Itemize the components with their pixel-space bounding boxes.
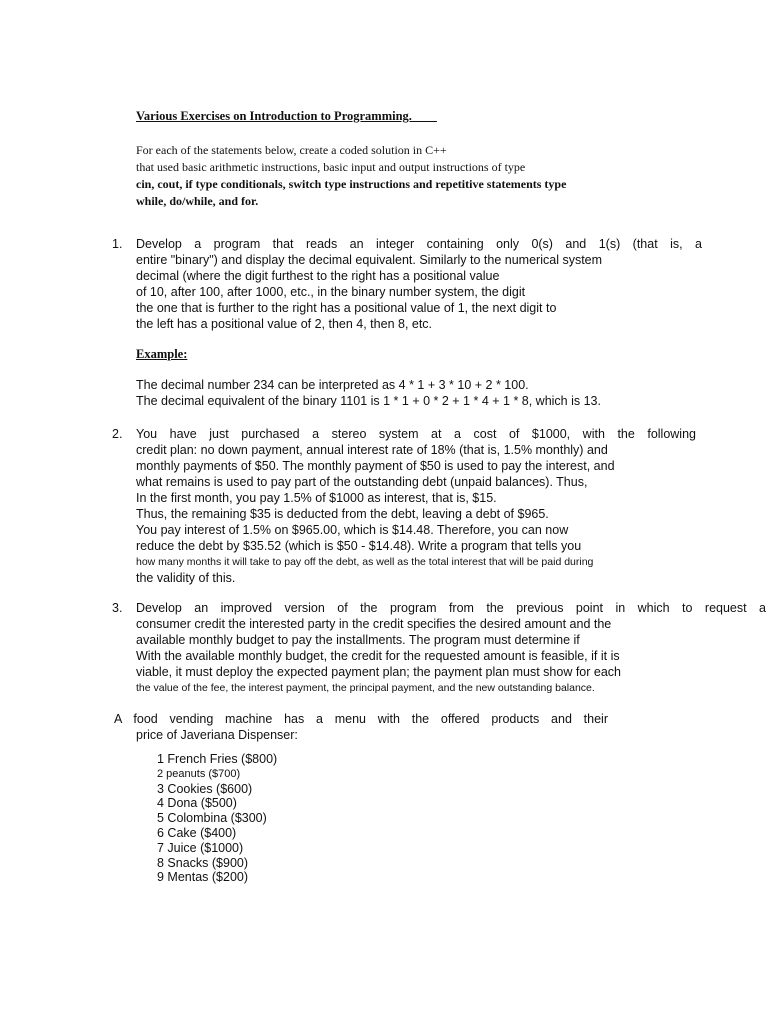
exercise-1 [112, 236, 702, 332]
menu-item: 7 Juice ($1000) [157, 840, 244, 855]
exercise-line: entire "binary") and display the decimal equivalent. Similarly to the numerical system [136, 253, 603, 267]
intro-line-bold: while, do/while, and for. [136, 194, 259, 208]
exercise-line: decimal (where the digit furthest to the right has a positional value [136, 269, 500, 283]
menu-item: 3 Cookies ($600) [157, 781, 253, 796]
vending-menu [157, 752, 277, 885]
menu-item: 9 Mentas ($200) [157, 870, 249, 885]
exercise-line: available monthly budget to pay the installments. The program must determine if [136, 633, 580, 647]
exercise-line: reduce the debt by $35.52 (which is $50 - $14.48). Write a program that tells you [136, 539, 582, 553]
exercise-line: the one that is further to the right has a positional value of 1, the next digit to [136, 301, 557, 315]
menu-item: 1 French Fries ($800) [157, 752, 278, 766]
exercise-number: 1. [112, 237, 123, 251]
exercise-line: the left has a positional value of 2, then 4, then 8, etc. [136, 317, 433, 331]
vending-line: A food vending machine has a menu with the offered products and their [114, 712, 608, 726]
vending-paragraph [114, 711, 608, 743]
exercise-line-small: the value of the fee, the interest payment, the principal payment, and the new outstanding balance. [136, 682, 595, 694]
exercise-line: the validity of this. [136, 571, 236, 585]
example-line: The decimal number 234 can be interpreted as 4 * 1 + 3 * 10 + 2 * 100. [136, 378, 529, 392]
menu-item: 2 peanuts ($700) [157, 767, 241, 780]
exercise-3 [112, 600, 766, 696]
exercise-line: of 10, after 100, after 1000, etc., in the binary number system, the digit [136, 285, 526, 299]
exercise-line: Develop an improved version of the program from the previous point in which to request a [136, 601, 766, 615]
exercise-line: viable, it must deploy the expected payment plan; the payment plan must show for each [136, 665, 621, 679]
intro-line: For each of the statements below, create a coded solution in C++ [136, 143, 447, 157]
intro-line: that used basic arithmetic instructions, basic input and output instructions of type [136, 160, 526, 174]
example-label: Example: [136, 347, 188, 361]
exercise-line-small: how many months it will take to pay off the debt, as well as the total interest that will be paid during [136, 556, 594, 568]
exercise-line: monthly payments of $50. The monthly payment of $50 is used to pay the interest, and [136, 459, 615, 473]
document-title: Various Exercises on Introduction to Programming. [136, 109, 437, 123]
exercise-line: Thus, the remaining $35 is deducted from the debt, leaving a debt of $965. [136, 507, 549, 521]
exercise-line: In the first month, you pay 1.5% of $1000 as interest, that is, $15. [136, 491, 497, 505]
exercise-number: 3. [112, 601, 123, 615]
menu-item: 4 Dona ($500) [157, 796, 237, 811]
menu-item: 6 Cake ($400) [157, 825, 237, 840]
exercise-line: You have just purchased a stereo system at a cost of $1000, with the following [136, 427, 696, 441]
exercise-2 [112, 426, 696, 586]
exercise-line: You pay interest of 1.5% on $965.00, which is $14.48. Therefore, you can now [136, 523, 569, 537]
exercise-number: 2. [112, 427, 123, 441]
intro-paragraph [136, 142, 566, 210]
exercise-line: credit plan: no down payment, annual interest rate of 18% (that is, 1.5% monthly) and [136, 443, 608, 457]
exercise-line: consumer credit the interested party in the credit specifies the desired amount and the [136, 617, 612, 631]
exercise-line: what remains is used to pay part of the outstanding debt (unpaid balances). Thus, [136, 475, 588, 489]
example-line: The decimal equivalent of the binary 1101 is 1 * 1 + 0 * 2 + 1 * 4 + 1 * 8, which is 13. [136, 394, 601, 408]
exercise-line: Develop a program that reads an integer containing only 0(s) and 1(s) (that is, a [136, 237, 702, 251]
menu-item: 5 Colombina ($300) [157, 811, 267, 826]
intro-line-bold: cin, cout, if type conditionals, switch type instructions and repetitive statements type [136, 177, 567, 191]
menu-item: 8 Snacks ($900) [157, 855, 249, 870]
vending-line: price of Javeriana Dispenser: [136, 728, 298, 742]
exercise-line: With the available monthly budget, the credit for the requested amount is feasible, if it is [136, 649, 620, 663]
